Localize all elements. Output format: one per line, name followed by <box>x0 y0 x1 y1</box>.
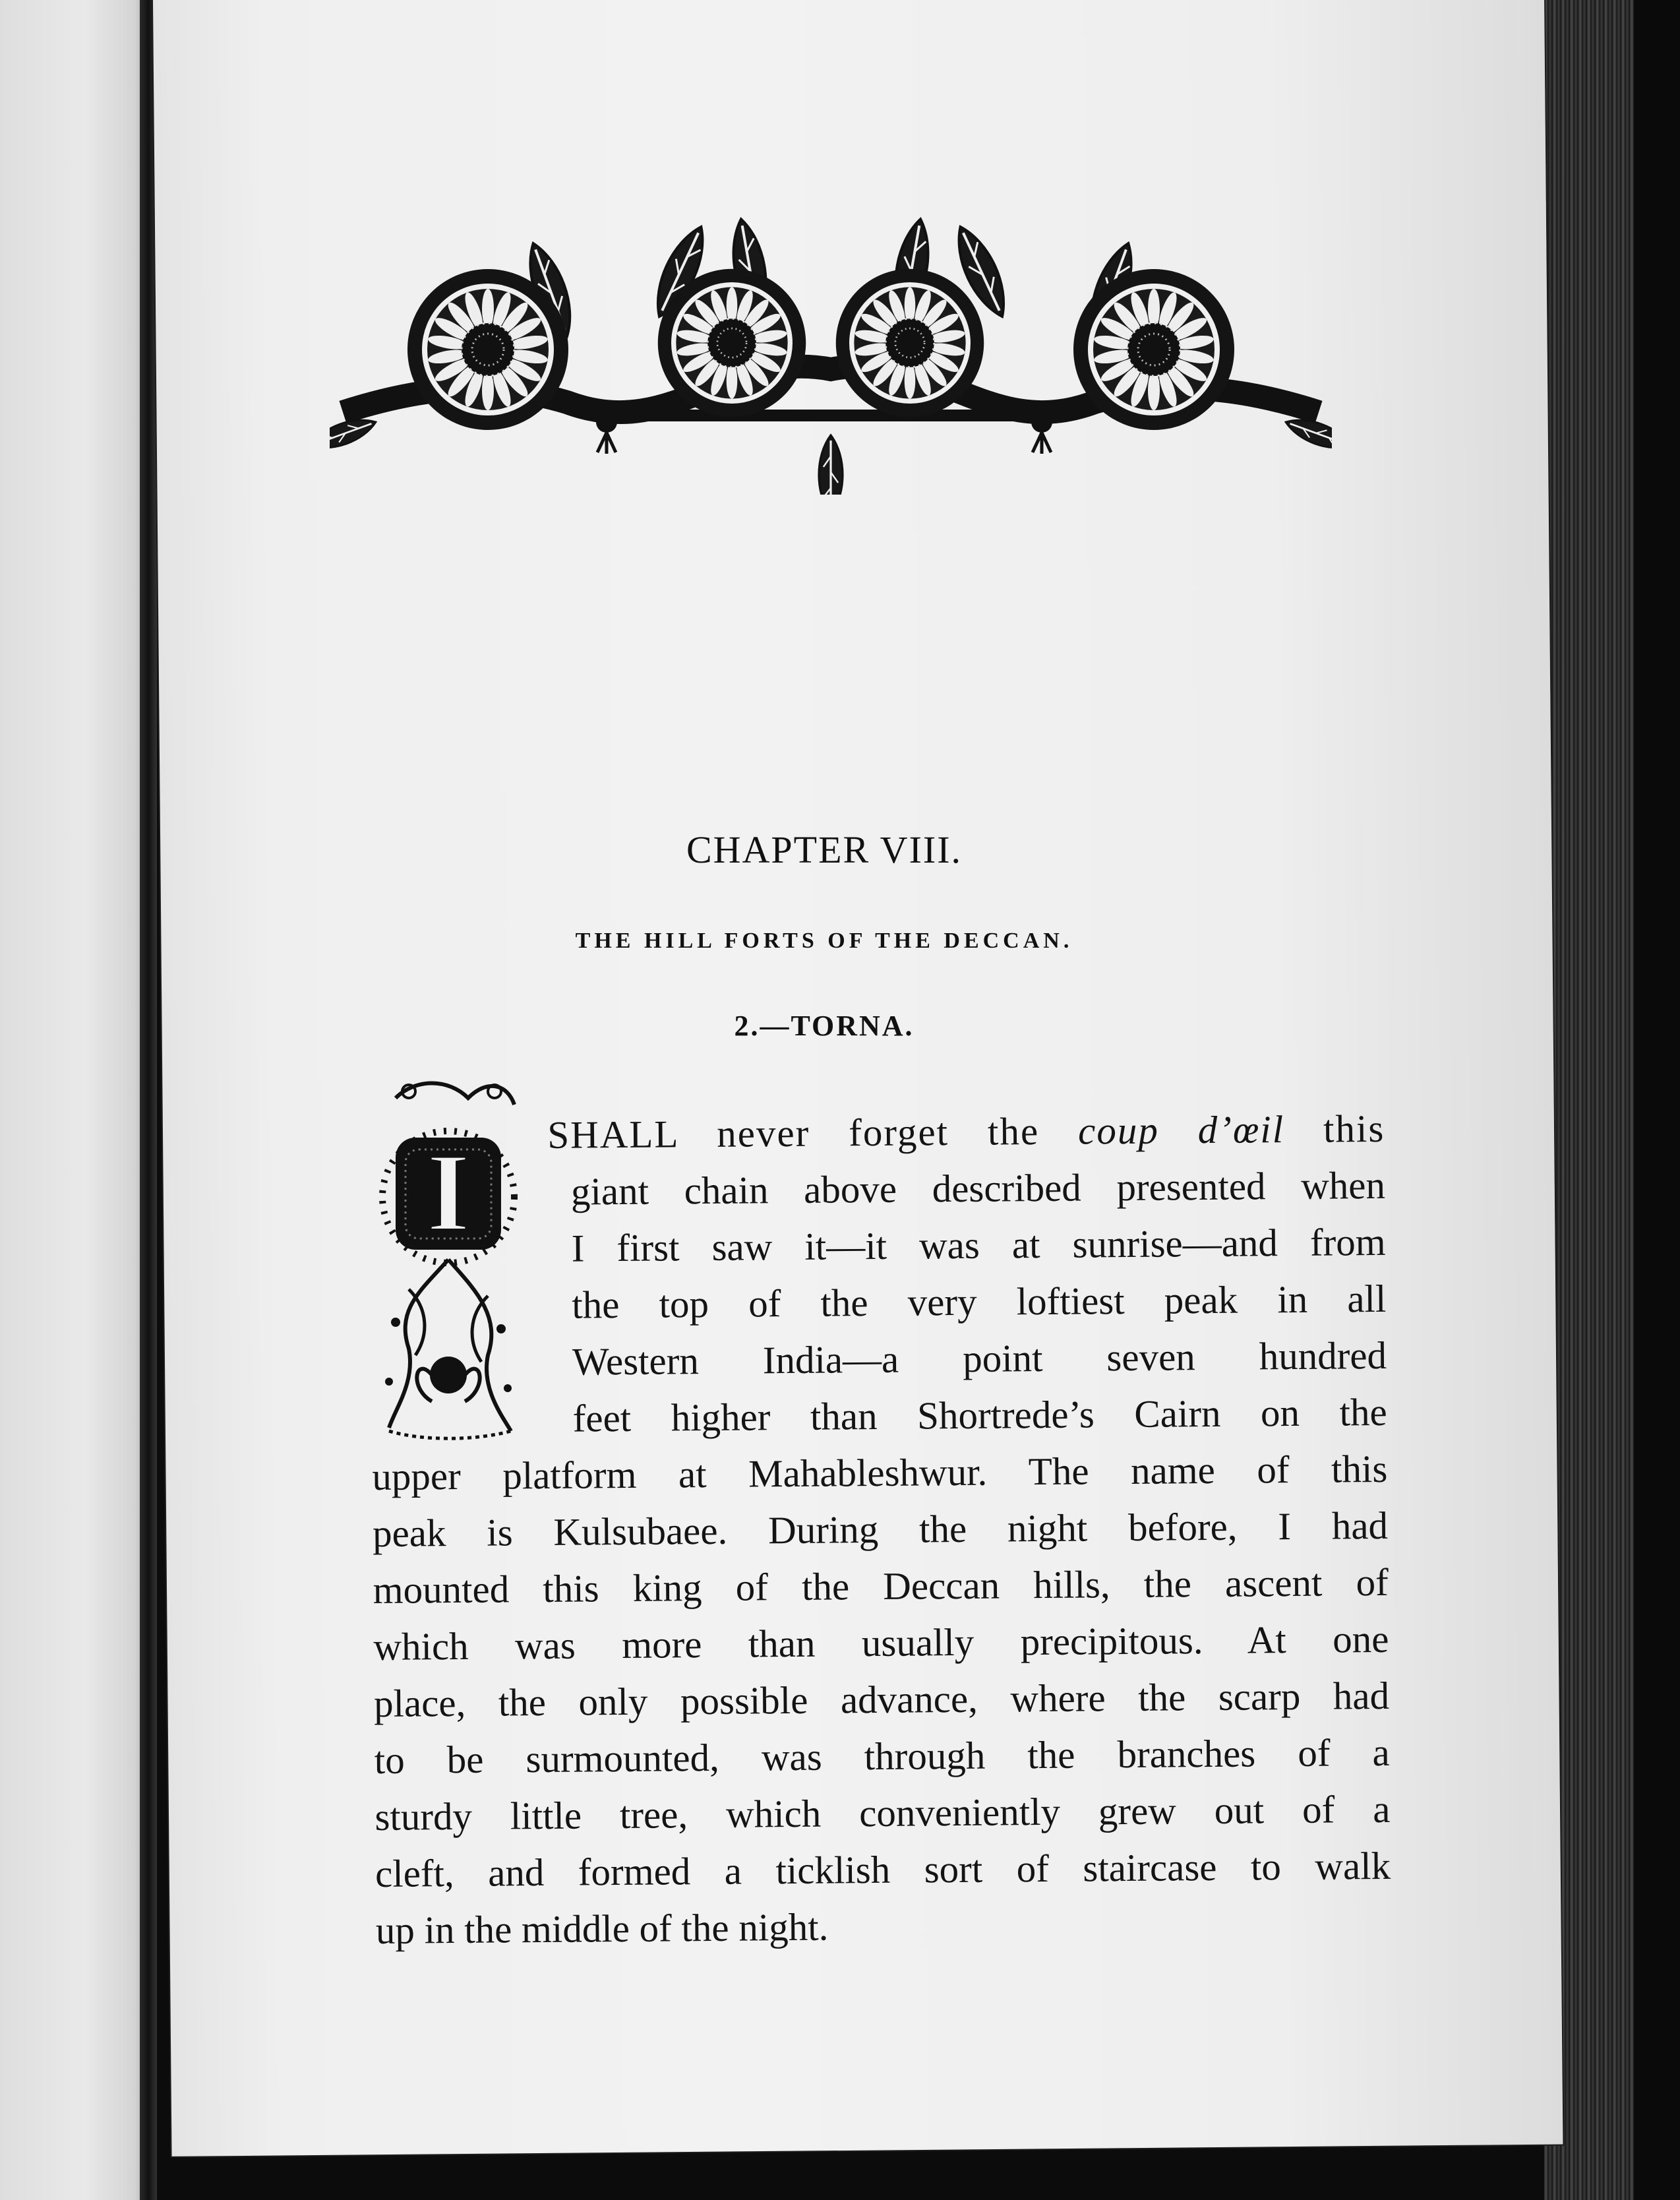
drop-cap-letter: I <box>426 1130 471 1254</box>
page-stack-edge <box>1544 0 1680 2200</box>
facing-page-edge <box>0 0 153 2200</box>
book-gutter <box>140 0 157 2200</box>
text-line: Western India—a point seven hundred <box>572 1333 1387 1384</box>
chapter-subtitle: THE HILL FORTS OF THE DECCAN. <box>575 929 1073 953</box>
text-line: I first saw it—it was at sunrise—and from <box>571 1219 1386 1270</box>
text-line: up in the middle of the night. <box>375 1905 829 1952</box>
text-line: peak is Kulsubaee. During the night before, I had <box>372 1503 1389 1555</box>
text-line: feet higher than Shortrede’s Cairn on the <box>572 1390 1387 1440</box>
italic-phrase: coup d’œil <box>1077 1107 1285 1153</box>
text-line: cleft, and formed a ticklish sort of staircase to walk <box>375 1843 1391 1895</box>
sunflower-vine-headpiece-icon <box>330 185 1332 495</box>
text-line: giant chain above described presented when <box>570 1163 1386 1213</box>
text-line: which was more than usually precipitous. At one <box>373 1616 1389 1668</box>
text-line: upper platform at Mahableshwur. The name of this <box>372 1446 1388 1498</box>
text-line: place, the only possible advance, where the scarp had <box>373 1673 1390 1725</box>
text-line: to be surmounted, was through the branches of a <box>374 1730 1390 1782</box>
section-heading: 2.—TORNA. <box>734 1010 915 1042</box>
chapter-paragraph <box>369 1100 1391 1959</box>
text-line: sturdy little tree, which conveniently grew out of a <box>375 1787 1391 1839</box>
text-line: the top of the very loftiest peak in all <box>572 1276 1387 1327</box>
chapter-title: CHAPTER VIII. <box>686 828 963 871</box>
text-line: SHALL never forget the coup d’œil this <box>547 1106 1385 1157</box>
text-line: mounted this king of the Deccan hills, the ascent of <box>373 1560 1389 1612</box>
